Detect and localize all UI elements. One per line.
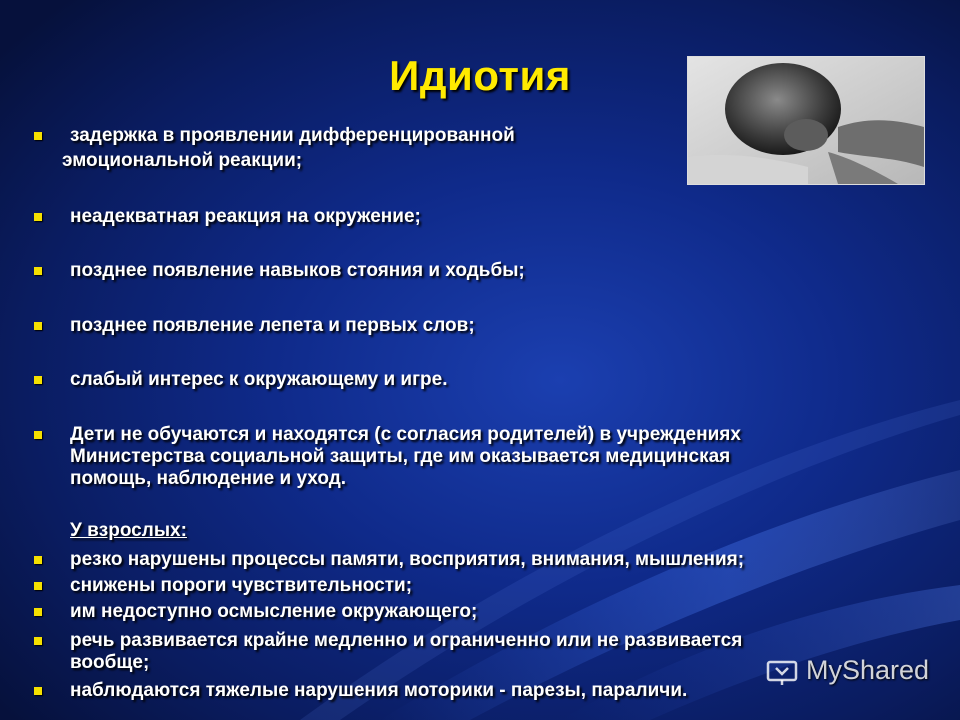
adults-heading: У взрослых: [70,520,187,541]
bullet-square-icon [34,376,42,384]
bullet-square-icon [34,582,42,590]
bullet-text: речь развивается крайне медленно и ограниченно или не развивается [70,630,743,651]
bullet-text: Дети не обучаются и находятся (с согласия родителей) в учреждениях [70,424,741,445]
bullet-text: вообще; [70,652,150,673]
bullet-text: слабый интерес к окружающему и игре. [70,369,448,390]
bullet-text: задержка в проявлении дифференцированной [70,125,515,146]
presentation-icon [766,658,800,686]
bullet-text: Министерства социальной защиты, где им оказывается медицинская [70,446,731,467]
bullet-text: позднее появление навыков стояния и ходьбы; [70,260,525,281]
bullet-text: помощь, наблюдение и уход. [70,468,347,489]
infant-photo [687,56,925,185]
bullet-text: позднее появление лепета и первых слов; [70,315,475,336]
bullet-text: резко нарушены процессы памяти, восприятия, внимания, мышления; [70,549,745,570]
slide-title: Идиотия [389,52,571,99]
bullet-text-continuation: эмоциональной реакции; [62,150,303,171]
bullet-square-icon [34,608,42,616]
watermark-text: MyShared [806,655,930,685]
bullet-text: им недоступно осмысление окружающего; [70,601,478,622]
bullet-square-icon [34,267,42,275]
bullet-square-icon [34,213,42,221]
bullet-text: неадекватная реакция на окружение; [70,206,421,227]
bullet-text: снижены пороги чувствительности; [70,575,413,596]
bullet-square-icon [34,431,42,439]
bullet-square-icon [34,687,42,695]
bullet-text: наблюдаются тяжелые нарушения моторики - парезы, параличи. [70,680,688,701]
bullet-square-icon [34,132,42,140]
bullet-square-icon [34,637,42,645]
bullet-square-icon [34,556,42,564]
infant-photo-image [688,57,924,184]
bullet-square-icon [34,322,42,330]
